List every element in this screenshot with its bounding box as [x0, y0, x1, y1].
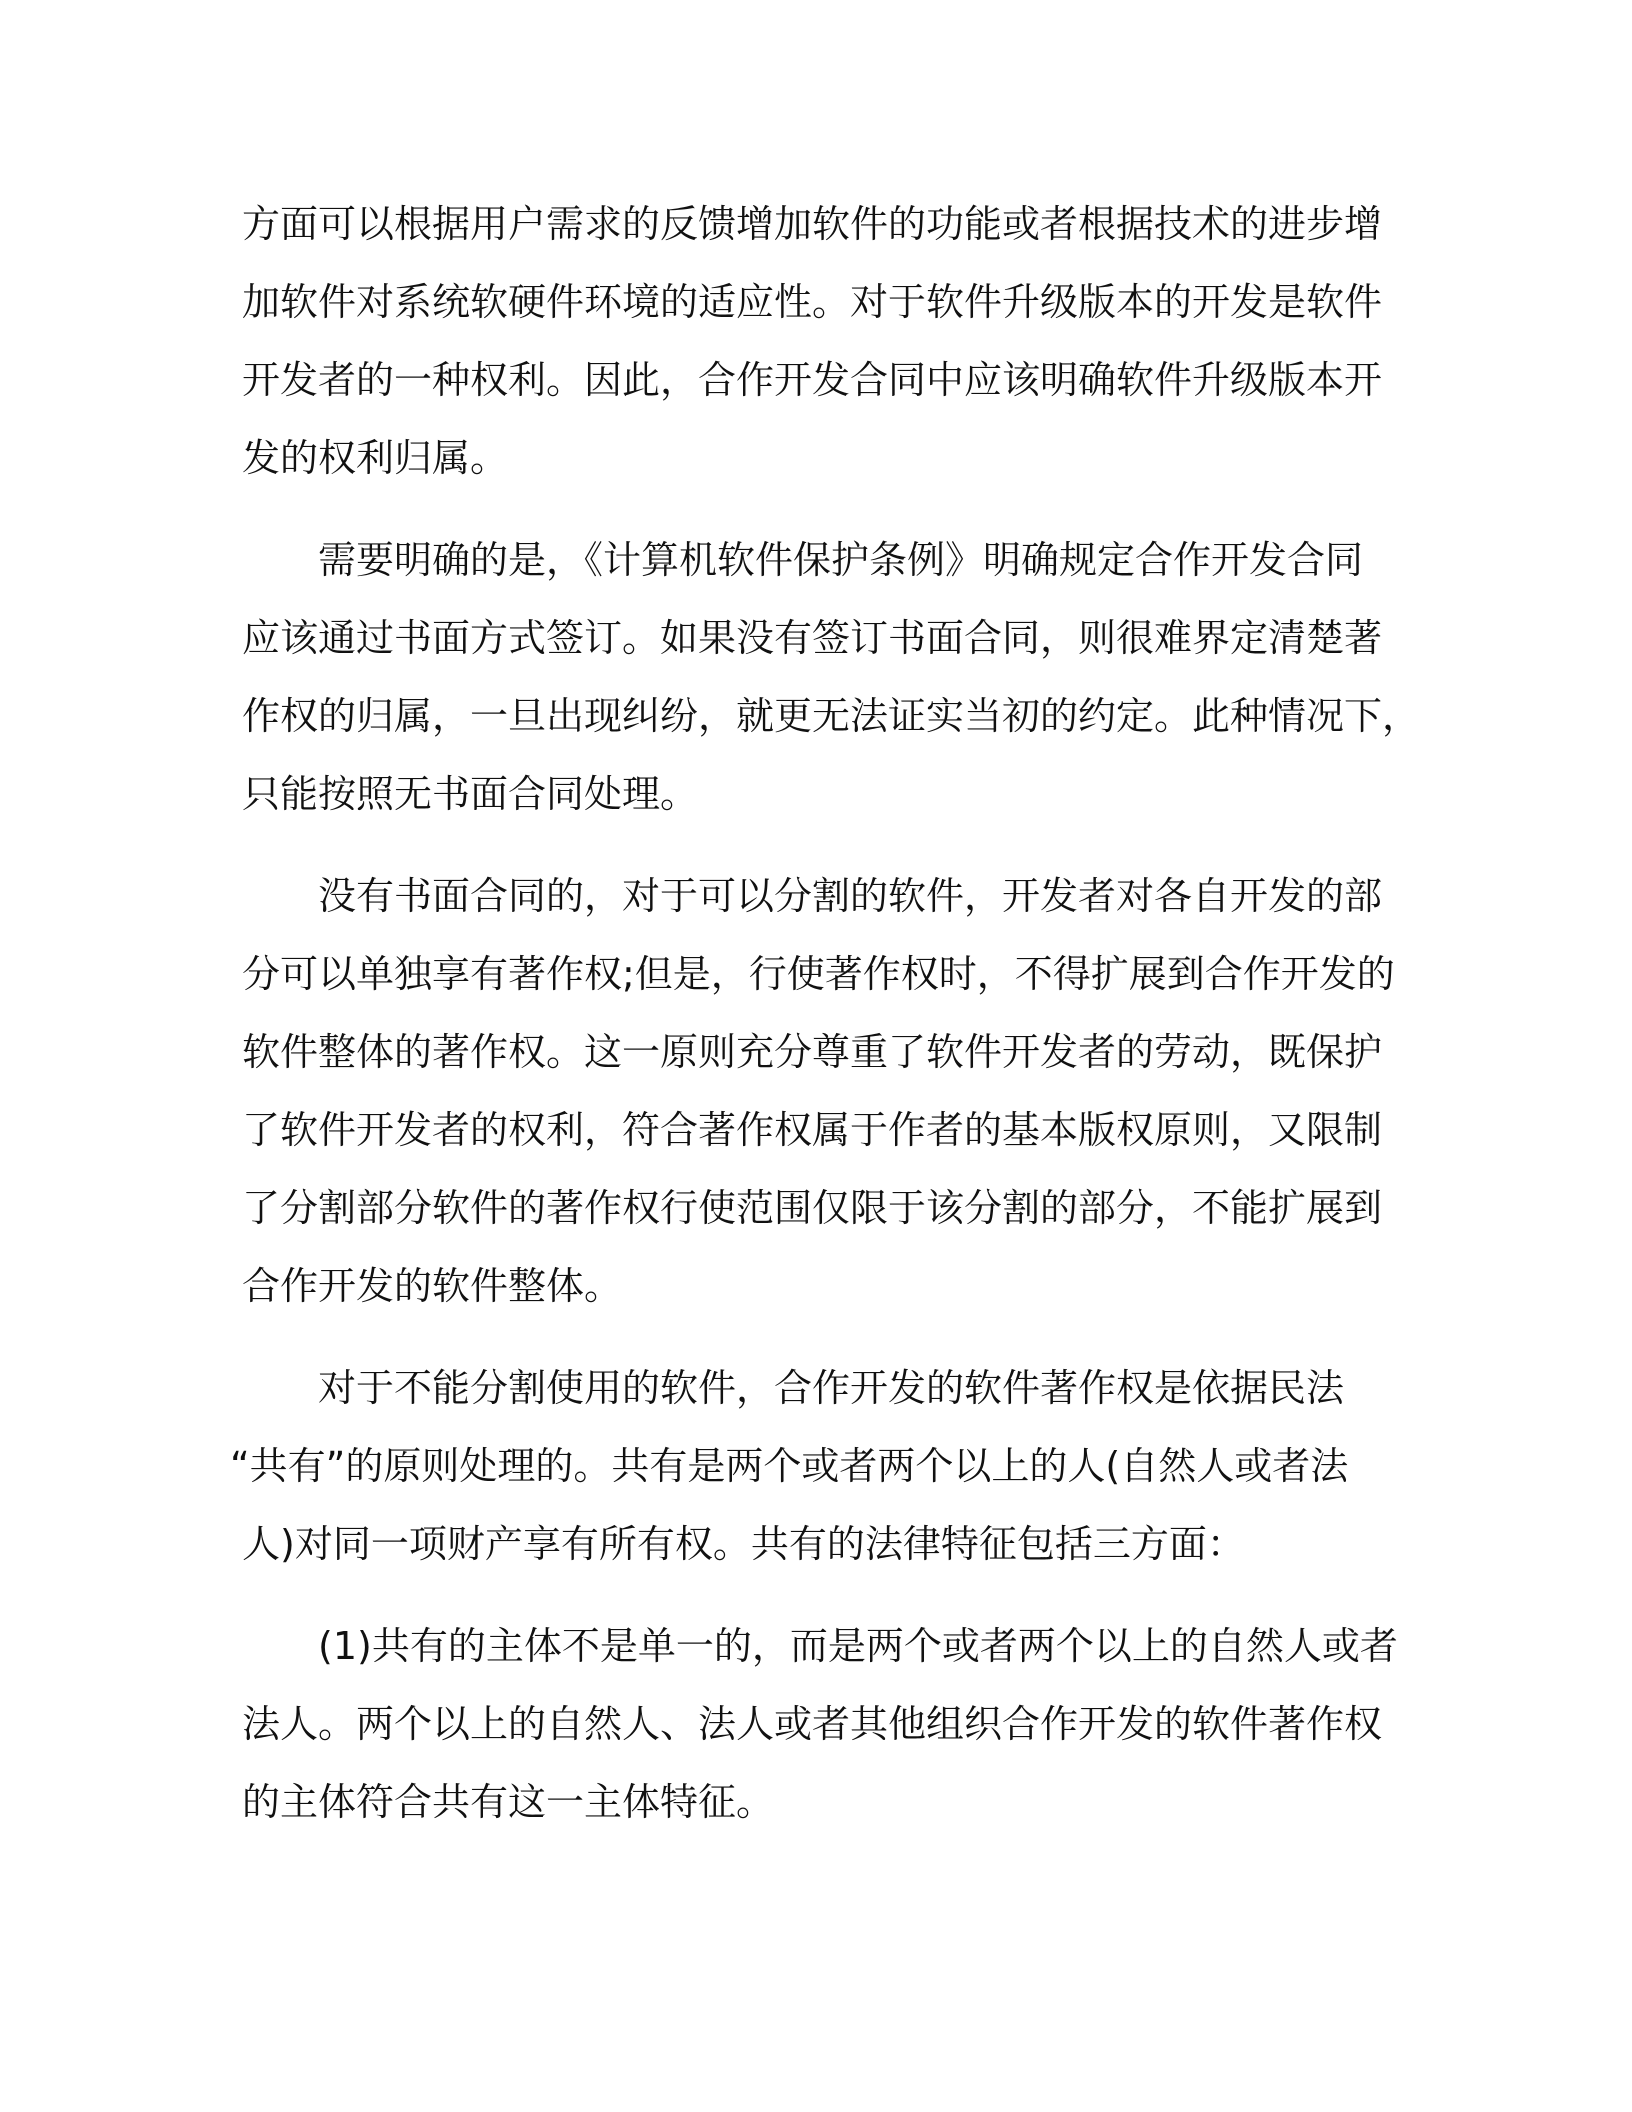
text-line: 方面可以根据用户需求的反馈增加软件的功能或者根据技术的进步增 [242, 202, 1383, 246]
paragraph-indivisible-software [230, 1349, 1382, 1583]
text-line: 法人。两个以上的自然人、法人或者其他组织合作开发的软件著作权 [242, 1702, 1383, 1746]
paragraph-feature-1 [242, 1607, 1398, 1841]
text-line: “共有”的原则处理的。共有是两个或者两个以上的人(自然人或者法 [230, 1444, 1349, 1488]
text-line: 没有书面合同的，对于可以分割的软件，开发者对各自开发的部 [318, 874, 1383, 918]
text-line: 作权的归属，一旦出现纠纷，就更无法证实当初的约定。此种情况下， [242, 694, 1421, 738]
text-line: 软件整体的著作权。这一原则充分尊重了软件开发者的劳动，既保护 [242, 1030, 1383, 1074]
paragraph-upgrade-rights [242, 185, 1382, 497]
text-line: 发的权利归属。 [242, 436, 509, 480]
paragraph-written-contract [242, 521, 1421, 833]
text-line: 只能按照无书面合同处理。 [242, 772, 699, 816]
text-line: 人)对同一项财产享有所有权。共有的法律特征包括三方面： [242, 1522, 1245, 1566]
text-line: 的主体符合共有这一主体特征。 [242, 1780, 775, 1824]
text-line: 对于不能分割使用的软件，合作开发的软件著作权是依据民法 [318, 1366, 1345, 1410]
paragraph-divisible-software [242, 857, 1395, 1325]
document-body [230, 185, 1421, 1865]
text-line: 分可以单独享有著作权;但是，行使著作权时，不得扩展到合作开发的 [242, 952, 1395, 996]
text-line: 了分割部分软件的著作权行使范围仅限于该分割的部分，不能扩展到 [242, 1186, 1383, 1230]
text-line: 需要明确的是，《计算机软件保护条例》明确规定合作开发合同 [318, 538, 1364, 582]
text-line: 应该通过书面方式签订。如果没有签订书面合同，则很难界定清楚著 [242, 616, 1383, 660]
text-line: 开发者的一种权利。因此，合作开发合同中应该明确软件升级版本开 [242, 358, 1383, 402]
text-line: 了软件开发者的权利，符合著作权属于作者的基本版权原则，又限制 [242, 1108, 1383, 1152]
text-line: 合作开发的软件整体。 [242, 1264, 623, 1308]
text-line: 加软件对系统软硬件环境的适应性。对于软件升级版本的开发是软件 [242, 280, 1383, 324]
text-line: (1)共有的主体不是单一的，而是两个或者两个以上的自然人或者 [318, 1624, 1398, 1668]
